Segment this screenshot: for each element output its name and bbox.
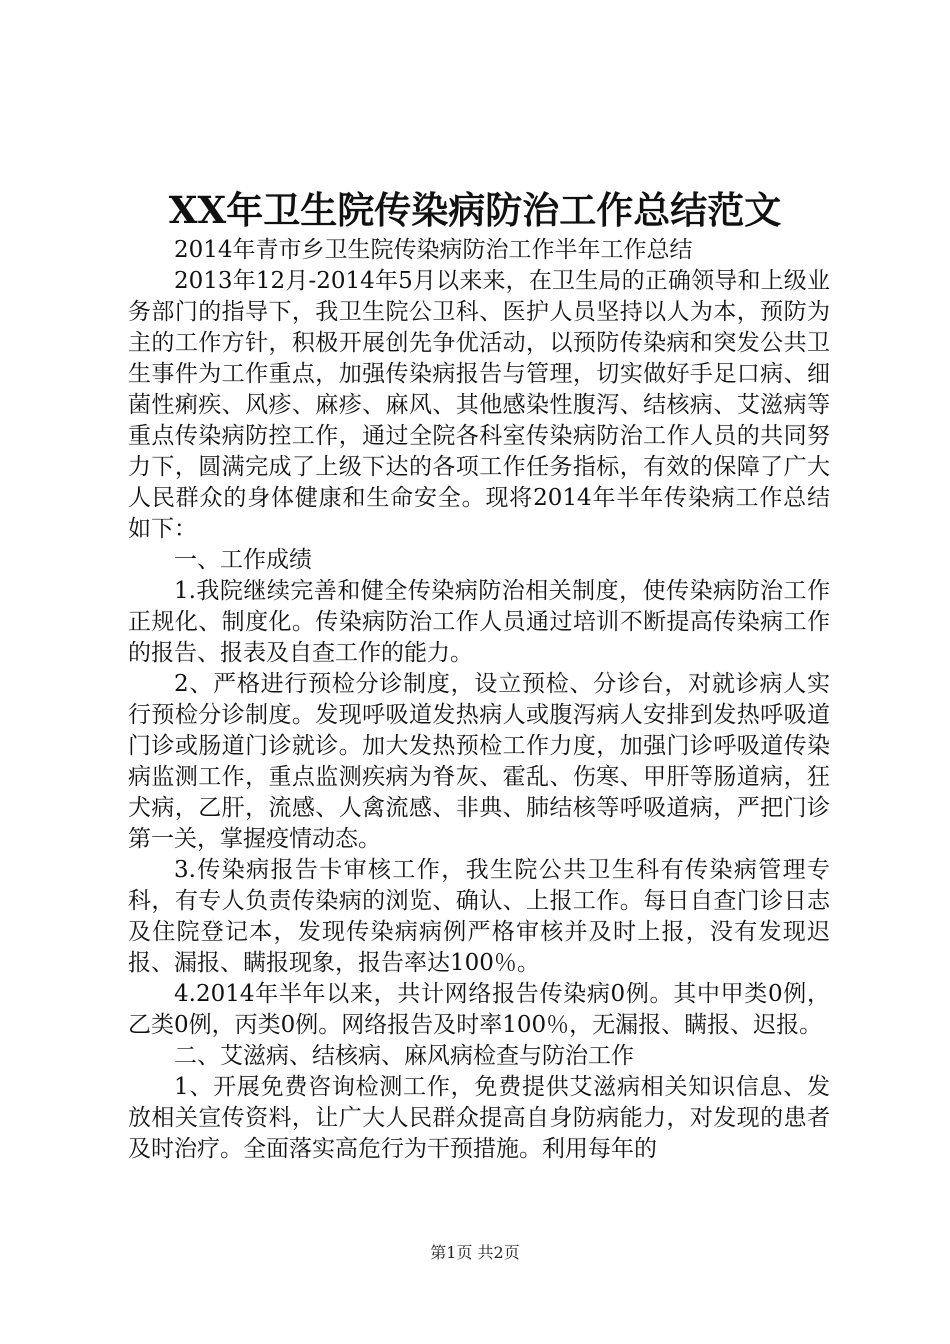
section-heading-aids-tb-leprosy: 二、艾滋病、结核病、麻风病检查与防治工作 [174, 1043, 634, 1069]
section-heading-achievements: 一、工作成绩 [174, 547, 312, 573]
paragraph-item-2: 2、严格进行预检分诊制度，设立预检、分诊台，对就诊病人实行预检分诊制度。发现呼吸道发热病人或腹泻病人安排到发热呼吸道门诊或肠道门诊就诊。加大发热预检工作力度，加强门诊呼吸道传染病监测工作，重点监测疾病为脊灰、霍乱、伤寒、甲肝等肠道病，狂犬病，乙肝，流感、人禽流感、非典、肺结核等呼吸道病，严把门诊第一关，掌握疫情动态。 [128, 671, 830, 852]
page-title: XX年卫生院传染病防治工作总结范文 [168, 188, 782, 232]
paragraph-item-4: 4.2014年半年以来，共计网络报告传染病0例。其中甲类0例，乙类0例，丙类0例。网络报告及时率100％，无漏报、瞒报、迟报。 [128, 981, 830, 1038]
paragraph-item-3: 3.传染病报告卡审核工作，我生院公共卫生科有传染病管理专科，有专人负责传染病的浏览、确认、上报工作。每日自查门诊日志及住院登记本，发现传染病病例严格审核并及时上报，没有发现迟报、漏报、瞒报现象，报告率达100％。 [128, 857, 830, 976]
document-body [128, 235, 830, 1165]
paragraph-subtitle: 2014年青市乡卫生院传染病防治工作半年工作总结 [174, 237, 693, 263]
paragraph-item-1: 1.我院继续完善和健全传染病防治相关制度，使传染病防治工作正规化、制度化。传染病防治工作人员通过培训不断提高传染病工作的报告、报表及自查工作的能力。 [128, 578, 830, 666]
page-footer: 第1页 共2页 [430, 1243, 520, 1262]
paragraph-section2-item-1: 1、开展免费咨询检测工作，免费提供艾滋病相关知识信息、发放相关宣传资料，让广大人民群众提高自身防病能力，对发现的患者及时治疗。全面落实高危行为干预措施。利用每年的 [128, 1074, 830, 1162]
paragraph-intro: 2013年12月-2014年5月以来来，在卫生局的正确领导和上级业务部门的指导下，我卫生院公卫科、医护人员坚持以人为本，预防为主的工作方针，积极开展创先争优活动，以预防传染病和突发公共卫生事件为工作重点，加强传染病报告与管理，切实做好手足口病、细菌性痢疾、风疹、麻疹、麻风、其他感染性腹泻、结核病、艾滋病等重点传染病防控工作，通过全院各科室传染病防治工作人员的共同努力下，圆满完成了上级下达的各项工作任务指标，有效的保障了广大人民群众的身体健康和生命安全。现将2014年半年传染病工作总结如下： [128, 268, 830, 542]
